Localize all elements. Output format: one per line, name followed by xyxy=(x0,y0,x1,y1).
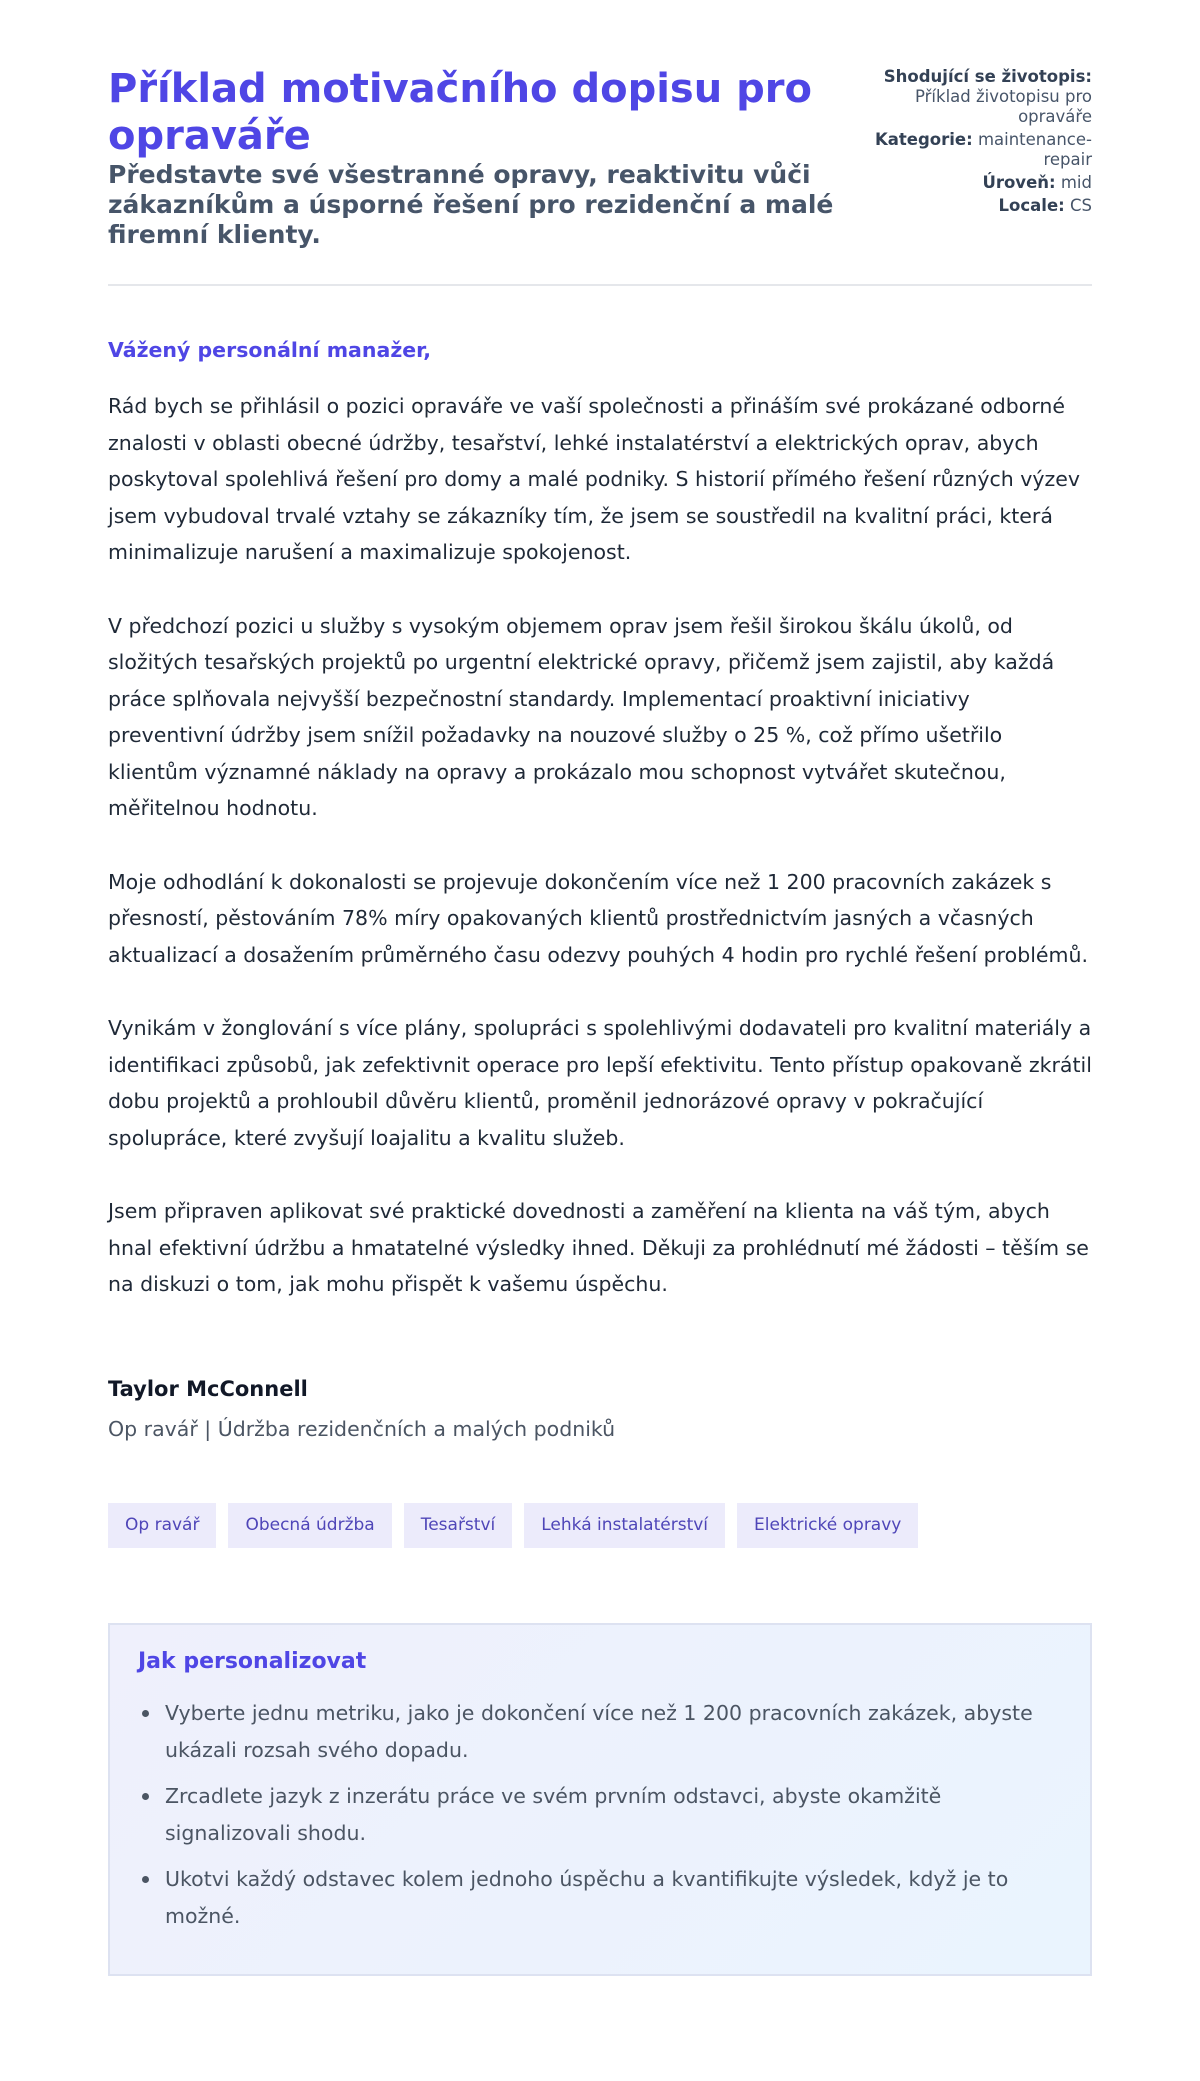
header-titles xyxy=(108,66,868,250)
meta-locale-value: CS xyxy=(1070,196,1092,215)
bullet-icon xyxy=(142,1793,149,1800)
page-header xyxy=(108,66,1092,286)
tips-list xyxy=(138,1695,1062,1935)
meta-level xyxy=(872,173,1092,193)
meta-resume xyxy=(872,67,1092,127)
letter-paragraph: Jsem připraven aplikovat své praktické dovednosti a zaměření na klienta na váš tým, abych hnal efektivní údržbu a hmatatelné výsledky ihned. Děkuji za prohlédnutí mé žádosti – těším se na diskuzi o tom, jak mohu přispět k vašemu úspěchu. xyxy=(108,1199,1089,1296)
tips-item-text: Vyberte jednu metriku, jako je dokončení více než 1 200 pracovních zakázek, abyste ukázali rozsah svého dopadu. xyxy=(165,1700,1033,1762)
tips-item xyxy=(138,1861,1062,1935)
tips-item xyxy=(138,1778,1062,1852)
skill-tag: Obecná údržba xyxy=(228,1503,391,1548)
meta-locale-label: Locale: xyxy=(998,196,1065,215)
signature-name: Taylor McConnell xyxy=(108,1376,308,1401)
salutation: Vážený personální manažer, xyxy=(108,338,432,362)
letter-paragraph: Moje odhodlání k dokonalosti se projevuje dokončením více než 1 200 pracovních zakázek s přesností, pěstováním 78% míry opakovaných klientů prostřednictvím jasných a včasných aktualizací a dosažením průměrného času odezvy pouhých 4 hodin pro rychlé řešení problémů. xyxy=(108,869,1088,967)
meta-category-value: maintenance-repair xyxy=(977,130,1092,169)
meta-panel xyxy=(872,66,1092,219)
meta-resume-label: Shodující se životopis: xyxy=(883,67,1092,86)
skill-tag: Tesařství xyxy=(404,1503,513,1548)
letter-paragraph: Rád bych se přihlásil o pozici opraváře ve vaší společnosti a přináším své prokázané odborné znalosti v oblasti obecné údržby, tesařství, lehké instalatérství a elektrických oprav, abych poskytoval spolehlivá řešení pro domy a malé podniky. S historií přímého řešení různých výzev jsem vybudoval trvalé vztahy se zákazníky tím, že jsem se soustředil na kvalitní práci, která minimalizuje narušení a maximalizuje spokojenost. xyxy=(108,394,1081,564)
skill-tag: Lehká instalatérství xyxy=(524,1503,725,1548)
signature-block xyxy=(108,1375,1092,1443)
letter-body xyxy=(108,388,1092,1303)
cover-letter-page xyxy=(108,0,1092,1976)
meta-category xyxy=(872,130,1092,170)
meta-level-label: Úroveň: xyxy=(982,173,1056,192)
meta-resume-value: Příklad životopisu pro opraváře xyxy=(914,87,1092,126)
meta-locale xyxy=(872,196,1092,216)
page-title: Příklad motivačního dopisu pro opraváře xyxy=(108,66,812,159)
tips-item-text: Zrcadlete jazyk z inzerátu práce ve svém prvním odstavci, abyste okamžitě signalizovali shodu. xyxy=(165,1783,942,1845)
personalization-tips xyxy=(108,1623,1092,1976)
letter-paragraph: Vynikám v žonglování s více plány, spolupráci s spolehlivými dodavateli pro kvalitní materiály a identifikaci způsobů, jak zefektivnit operace pro lepší efektivitu. Tento přístup opakovaně zkrátil dobu projektů a prohloubil důvěru klientů, proměnil jednorázové opravy v pokračující spolupráce, které zvyšují loajalitu a kvalitu služeb. xyxy=(108,1016,1092,1150)
letter-paragraph: V předchozí pozici u služby s vysokým objemem oprav jsem řešil širokou škálu úkolů, od složitých tesařských projektů po urgentní elektrické opravy, přičemž jsem zajistil, aby každá práce splňovala nejvyšší bezpečnostní standardy. Implementací proaktivní iniciativy preventivní údržby jsem snížil požadavky na nouzové služby o 25 %, což přímo ušetřilo klientům významné náklady na opravy a prokázalo mou schopnost vytvářet skutečnou, měřitelnou hodnotu. xyxy=(108,613,1055,820)
skill-tags xyxy=(108,1503,1092,1548)
skill-tag: Op ravář xyxy=(108,1503,216,1548)
signature-role: Op ravář | Údržba rezidenčních a malých podniků xyxy=(108,1416,616,1441)
meta-level-value: mid xyxy=(1060,173,1092,192)
bullet-icon xyxy=(142,1710,149,1717)
tips-item-text: Ukotvi každý odstavec kolem jednoho úspěchu a kvantifikujte výsledek, když je to možné. xyxy=(165,1866,1009,1928)
tips-item xyxy=(138,1695,1062,1769)
skill-tag: Elektrické opravy xyxy=(737,1503,918,1548)
tips-title: Jak personalizovat xyxy=(138,1648,367,1674)
meta-category-label: Kategorie: xyxy=(874,130,973,149)
bullet-icon xyxy=(142,1876,149,1883)
page-subtitle: Představte své všestranné opravy, reaktivitu vůči zákazníkům a úsporné řešení pro rezidenční a malé firemní klienty. xyxy=(108,160,834,249)
